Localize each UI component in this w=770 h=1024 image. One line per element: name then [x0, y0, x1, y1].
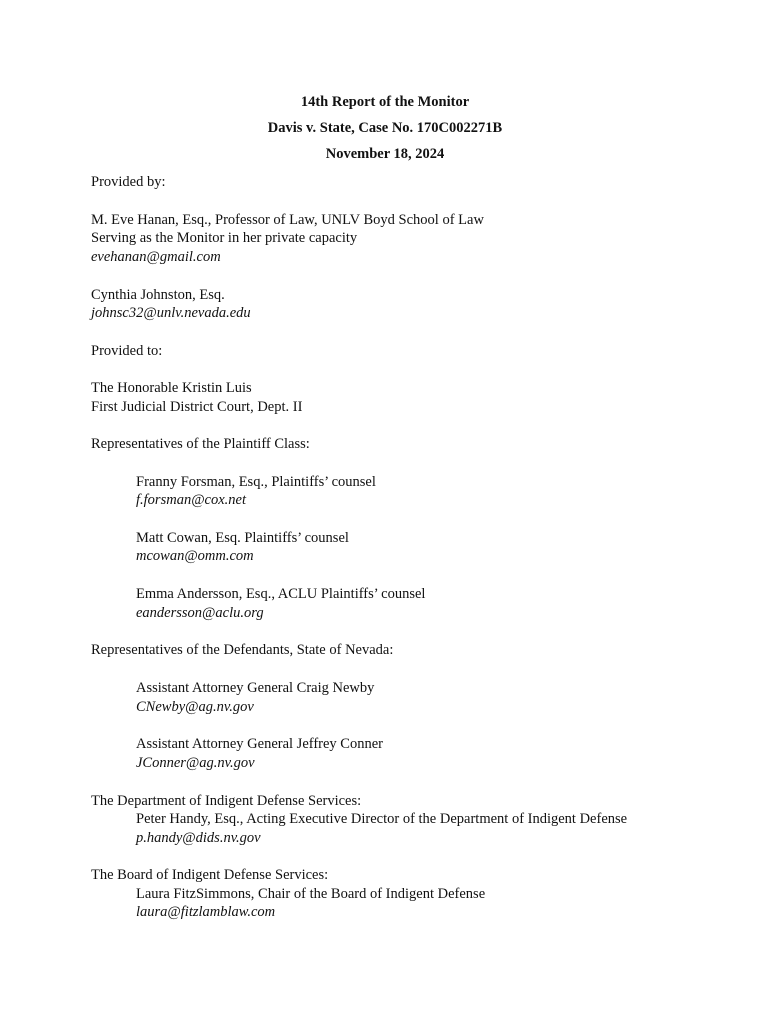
plaintiff-counsel-email: mcowan@omm.com	[136, 548, 254, 564]
plaintiff-counsel-name: Matt Cowan, Esq. Plaintiffs’ counsel	[136, 530, 349, 546]
defendant-rep-email: CNewby@ag.nv.gov	[136, 699, 254, 715]
monitor-role: Serving as the Monitor in her private capacity	[91, 230, 358, 246]
plaintiff-counsel-name: Emma Andersson, Esq., ACLU Plaintiffs’ counsel	[136, 586, 426, 602]
defendant-rep-name: Assistant Attorney General Jeffrey Conner	[136, 736, 383, 752]
dids-director-name: Peter Handy, Esq., Acting Executive Director of the Department of Indigent Defense	[136, 811, 628, 827]
report-title: 14th Report of the Monitor	[300, 94, 470, 110]
defendant-rep-email: JConner@ag.nv.gov	[136, 755, 255, 771]
plaintiff-counsel-email: eandersson@aclu.org	[136, 605, 264, 621]
judge-name: The Honorable Kristin Luis	[91, 380, 252, 396]
plaintiff-counsel-name: Franny Forsman, Esq., Plaintiffs’ counsel	[136, 474, 376, 490]
monitor-name: M. Eve Hanan, Esq., Professor of Law, UNLV Boyd School of Law	[91, 212, 484, 228]
board-heading: The Board of Indigent Defense Services:	[91, 867, 329, 883]
assistant-email: johnsc32@unlv.nevada.edu	[91, 305, 251, 321]
assistant-name: Cynthia Johnston, Esq.	[91, 287, 225, 303]
defendant-rep-name: Assistant Attorney General Craig Newby	[136, 680, 375, 696]
dids-director-email: p.handy@dids.nv.gov	[136, 830, 261, 846]
provided-by-heading: Provided by:	[91, 174, 166, 190]
plaintiffs-heading: Representatives of the Plaintiff Class:	[91, 436, 310, 452]
monitor-email: evehanan@gmail.com	[91, 249, 221, 265]
court-name: First Judicial District Court, Dept. II	[91, 399, 303, 415]
defendants-heading: Representatives of the Defendants, State of Nevada:	[91, 642, 394, 658]
case-caption: Davis v. State, Case No. 170C002271B	[267, 120, 503, 136]
board-chair-email: laura@fitzlamblaw.com	[136, 904, 276, 920]
report-date: November 18, 2024	[325, 146, 445, 162]
plaintiff-counsel-email: f.forsman@cox.net	[136, 492, 246, 508]
provided-to-heading: Provided to:	[91, 343, 163, 359]
dids-heading: The Department of Indigent Defense Services:	[91, 793, 362, 809]
board-chair-name: Laura FitzSimmons, Chair of the Board of Indigent Defense	[136, 886, 486, 902]
